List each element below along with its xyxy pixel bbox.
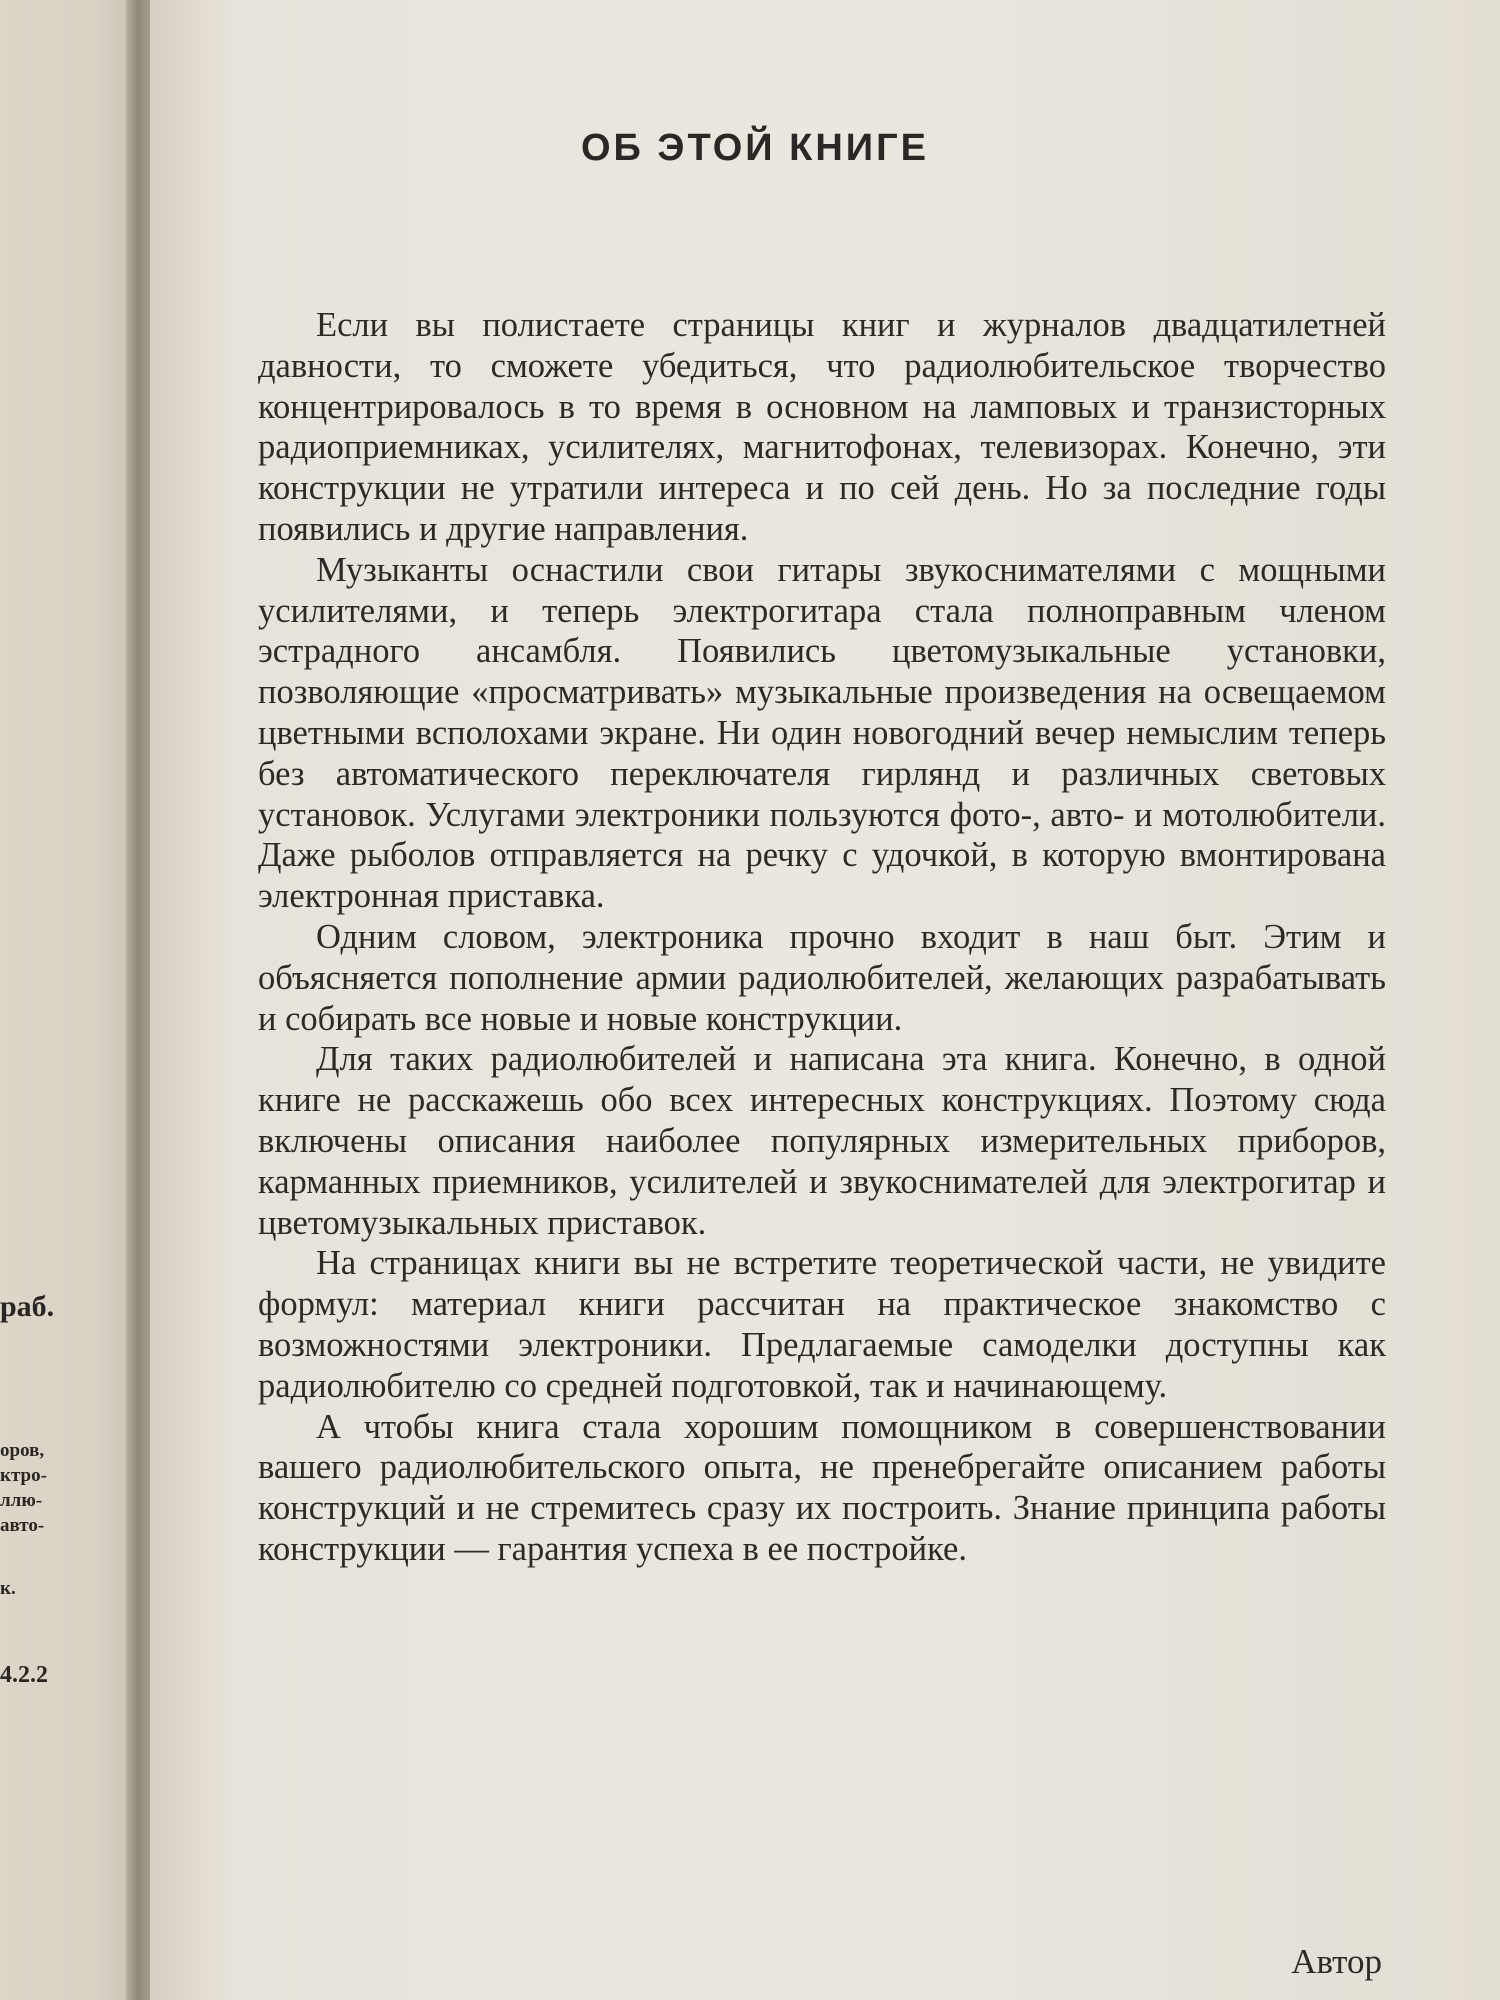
book-gutter [126,0,152,2000]
left-page-fragment: ктро- [0,1465,47,1486]
left-facing-page [0,0,140,2000]
paragraph: Если вы полистаете страницы книг и журналов двадцатилетней давности, то сможете убедиться, что радиолюбительское творчество концентрировалось в то время в основном на ламповых и транзисторных радиоприемниках, усилителях, магнитофонах, телевизорах. Конечно, эти конструкции не утратили интереса и по сей день. Но за последние годы появились и другие направления. [258,306,1386,548]
paragraph: А чтобы книга стала хорошим помощником в совершенствовании вашего радиолюбительского опыта, не пренебрегайте описанием работы конструкций и не стремитесь сразу их построить. Знание принципа работы конструкции — гарантия успеха в ее постройке. [258,1407,1386,1568]
paragraph: Музыканты оснастили свои гитары звукоснимателями с мощными усилителями, и теперь электрогитара стала полноправным членом эстрадного ансамбля. Появились цветомузыкальные установки, позволяющие «просматривать» музыкальные произведения на освещаемом цветными всполохами экране. Ни один новогодний вечер немыслим теперь без автоматического переключателя гирлянд и различных световых установок. Услугами электроники пользуются фото-, авто- и мотолюбители. Даже рыболов отправляется на речку с удочкой, в которую вмонтирована электронная приставка. [258,550,1386,916]
paragraph: Для таких радиолюбителей и написана эта книга. Конечно, в одной книге не расскажешь обо всех интересных конструкциях. Поэтому сюда включены описания наиболее популярных измерительных приборов, карманных приемников, усилителей и звукоснимателей для электрогитар и цветомузыкальных приставок. [258,1040,1386,1242]
paragraph: На страницах книги вы не встретите теоретической части, не увидите формул: материал книги рассчитан на практическое знакомство с возможностями электроники. Предлагаемые самоделки доступны как радиолюбителю со средней подготовкой, так и начинающему. [258,1244,1386,1405]
left-page-fragment: к. [0,1578,16,1599]
paragraph: Одним словом, электроника прочно входит в наш быт. Этим и объясняется пополнение армии радиолюбителей, желающих разрабатывать и собирать все новые и новые конструкции. [258,917,1386,1038]
left-page-fragment: оров, [0,1440,45,1461]
author-signature: Автор [1291,1942,1382,1981]
page-title: ОБ ЭТОЙ КНИГЕ [581,127,929,169]
left-page-fragment: 4.2.2 [0,1662,48,1688]
left-page-fragment: раб. [0,1290,55,1323]
left-page-fragment: ллю- [0,1490,43,1511]
left-page-fragment: авто- [0,1515,45,1536]
body-text [258,305,1386,1570]
